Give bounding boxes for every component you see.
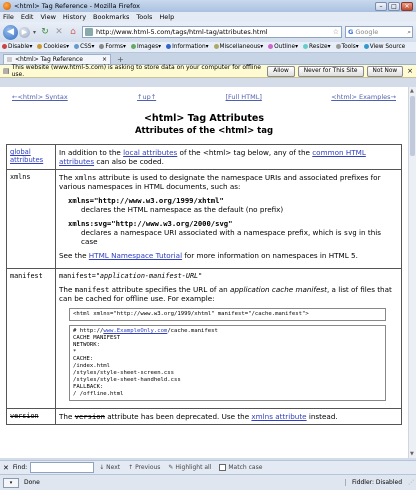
dev-images[interactable]: Images▾: [131, 44, 161, 50]
menu-help[interactable]: Help: [159, 13, 175, 21]
tools-icon: [336, 44, 341, 49]
fiddler-status[interactable]: Fiddler: Disabled: [345, 479, 402, 486]
code: /cache.manifest CACHE MANIFEST NETWORK: * CACHE: /index.html /styles/style-sheet-screen.css /styles/style-sheet-handheld.css FALLBACK: / /offline.html: [73, 328, 218, 398]
back-button[interactable]: ◀: [3, 25, 18, 40]
highlight-all-button[interactable]: ✎ Highlight all: [168, 464, 212, 471]
allow-button[interactable]: Allow: [267, 66, 294, 77]
search-icon[interactable]: ⌕: [407, 27, 411, 36]
manifest-syntax: [59, 272, 398, 280]
search-placeholder: Google: [355, 28, 379, 36]
find-bar: [0, 460, 416, 474]
reload-icon[interactable]: ↻: [41, 27, 49, 37]
css-icon: [74, 44, 79, 49]
next-link[interactable]: <html> Examples→: [331, 93, 396, 101]
match-case-label: Match case: [228, 464, 263, 471]
code-example-html: <html xmlns="http://www.w3.org/1999/xhtml" manifest="/cache.manifest">: [69, 308, 386, 321]
vertical-scrollbar[interactable]: [408, 87, 416, 458]
text: ": [198, 272, 203, 280]
highlight-all-label: Highlight all: [175, 464, 212, 471]
attr-desc-cell: [56, 409, 402, 425]
placeholder-text: application-manifest-URL: [99, 272, 199, 280]
history-dropdown-icon[interactable]: ▾: [33, 28, 37, 36]
prev-link[interactable]: ←<html> Syntax: [12, 93, 68, 101]
text: manifest=": [59, 272, 100, 280]
local-attributes-link[interactable]: local attributes: [123, 148, 178, 157]
title-bar: [0, 0, 416, 12]
checkbox-icon: [219, 464, 226, 471]
dev-view-source[interactable]: View Source: [364, 44, 406, 50]
text: instead.: [306, 412, 338, 422]
dev-miscellaneous[interactable]: Miscellaneous▾: [214, 44, 264, 50]
code: version: [74, 412, 105, 422]
attr-name-cell: xmlns: [7, 170, 56, 269]
menu-bar: [0, 12, 416, 22]
text: , a list of files that can be cached for offline use. For example:: [59, 285, 392, 304]
status-text: Done: [24, 479, 40, 486]
tab-label: <html> Tag Reference: [15, 56, 83, 63]
attr-desc-cell: [56, 269, 402, 409]
text: See the: [59, 251, 89, 260]
text: The: [59, 285, 75, 295]
dev-disable[interactable]: Disable▾: [2, 44, 32, 50]
text: in this case: [81, 228, 382, 246]
scroll-up-icon[interactable]: ▲: [410, 88, 414, 94]
view-source-icon: [364, 44, 369, 49]
table-row: [7, 145, 402, 170]
firefox-icon: [3, 2, 11, 10]
resize-grip-icon[interactable]: ⋰: [408, 478, 414, 486]
tab-favicon: [7, 57, 12, 62]
menu-bookmarks[interactable]: Bookmarks: [93, 13, 130, 21]
search-input[interactable]: [345, 26, 413, 38]
find-input[interactable]: [30, 462, 94, 473]
find-previous-button[interactable]: ↑ Previous: [128, 464, 161, 471]
not-now-button[interactable]: Not Now: [367, 66, 404, 77]
close-button[interactable]: ✕: [401, 2, 413, 11]
xmlns-description: [59, 173, 398, 191]
never-for-this-site-button[interactable]: Never for This Site: [298, 66, 364, 77]
table-row: [7, 170, 402, 269]
xmlns-default-example: xmlns="http://www.w3.org/1999/xhtml": [68, 196, 224, 205]
text: can also be coded.: [94, 157, 164, 166]
info-icon: ▤: [3, 67, 10, 75]
dev-resize[interactable]: Resize▾: [303, 44, 331, 50]
dev-css[interactable]: CSS▾: [74, 44, 94, 50]
up-link[interactable]: ↑up↑: [137, 93, 157, 101]
url-bar[interactable]: [82, 26, 342, 38]
example-only-link[interactable]: www.ExampleOnly.com: [103, 328, 168, 335]
information-icon: [166, 44, 171, 49]
miscellaneous-icon: [214, 44, 219, 49]
find-previous-label: Previous: [135, 464, 161, 471]
menu-tools[interactable]: Tools: [136, 13, 153, 21]
text: In addition to the: [59, 148, 124, 157]
find-close-icon[interactable]: ✕: [3, 463, 9, 472]
find-next-button[interactable]: ↓ Next: [99, 464, 121, 471]
attr-name-cell: version: [7, 409, 56, 425]
stop-icon[interactable]: ✕: [55, 27, 63, 37]
site-icon: [85, 28, 93, 36]
code: svg: [343, 228, 357, 237]
notification-message: This website (www.html-5.com) is asking to store data on your computer for offline use.: [11, 64, 261, 78]
attr-name-cell: [7, 145, 56, 170]
page-content: [0, 87, 408, 458]
status-mode-icon[interactable]: ▾: [3, 478, 19, 488]
xmlns-svg-desc: [81, 228, 398, 246]
code: # http://: [73, 328, 104, 335]
text: The: [59, 412, 75, 422]
full-html-link[interactable]: [Full HTML]: [225, 93, 262, 101]
emphasis: application cache manifest: [229, 285, 327, 295]
code: manifest: [74, 285, 110, 295]
table-row: [7, 409, 402, 425]
xmlns-attribute-link[interactable]: xmlns attribute: [251, 412, 307, 422]
forms-icon: [99, 44, 104, 49]
page-subtitle: Attributes of the <html> tag: [134, 126, 274, 136]
menu-file[interactable]: File: [3, 13, 14, 21]
status-bar: [0, 474, 416, 490]
text: for more information on namespaces in HTML 5.: [182, 251, 358, 260]
forward-button[interactable]: ▶: [19, 27, 30, 38]
text: The: [59, 173, 75, 182]
menu-view[interactable]: View: [40, 13, 56, 21]
tab-html-tag-reference[interactable]: [3, 54, 111, 64]
dev-information[interactable]: Information▾: [166, 44, 208, 50]
page-navigation: [0, 93, 408, 101]
text: attribute has been deprecated. Use the: [104, 412, 252, 422]
notification-close-icon[interactable]: ×: [407, 67, 413, 75]
window-title: <html> Tag Reference - Mozilla Firefox: [14, 2, 141, 10]
text: declares a namespace URI associated with a namespace prefix, which is: [81, 228, 344, 237]
common-html-attributes-link[interactable]: common HTML attributes: [59, 148, 366, 166]
url-text: http://www.html-5.com/tags/html-tag/attributes.html: [96, 28, 268, 36]
tab-close-icon[interactable]: ×: [101, 56, 107, 63]
maximize-button[interactable]: □: [388, 2, 400, 11]
text: attribute is used to designate the namespace URIs and associated prefixes for various namespaces in HTML documents, such as:: [59, 173, 381, 191]
google-icon: G: [348, 28, 354, 36]
cookies-icon: [37, 44, 42, 49]
xmlns-see-also: [59, 251, 398, 260]
code-example-manifest: [69, 325, 386, 401]
global-attributes-link[interactable]: global attributes: [10, 148, 44, 164]
attr-name-cell: manifest: [7, 269, 56, 409]
namespace-tutorial-link[interactable]: HTML Namespace Tutorial: [88, 251, 183, 260]
web-developer-toolbar: [0, 42, 416, 53]
manifest-description: [59, 285, 398, 303]
find-label: Find:: [12, 464, 28, 471]
find-next-label: Next: [106, 464, 121, 471]
xmlns-default-desc: declares the HTML namespace as the default (no prefix): [81, 205, 284, 214]
text: attribute specifies the URL of an: [109, 285, 230, 295]
menu-edit[interactable]: Edit: [20, 13, 34, 21]
xmlns-svg-example: xmlns:svg="http://www.w3.org/2000/svg": [68, 219, 233, 228]
minimize-button[interactable]: –: [375, 2, 387, 11]
dev-outline[interactable]: Outline▾: [268, 44, 298, 50]
offline-storage-notification: [0, 65, 416, 78]
home-icon[interactable]: ⌂: [70, 27, 76, 37]
menu-history[interactable]: History: [62, 13, 87, 21]
resize-icon: [303, 44, 308, 49]
attr-desc-cell: [56, 145, 402, 170]
scroll-down-icon[interactable]: ▼: [410, 451, 414, 457]
images-icon: [131, 44, 136, 49]
scrollbar-thumb[interactable]: [410, 96, 415, 156]
dev-cookies[interactable]: Cookies▾: [37, 44, 69, 50]
table-row: [7, 269, 402, 409]
disable-icon: [2, 44, 7, 49]
text: of the <html> tag below, any of the: [177, 148, 313, 157]
bookmark-star-icon[interactable]: ☆: [332, 28, 339, 36]
dev-tools[interactable]: Tools▾: [336, 44, 359, 50]
match-case-checkbox[interactable]: [219, 464, 262, 471]
outline-icon: [268, 44, 273, 49]
attr-desc-cell: [56, 170, 402, 269]
new-tab-icon[interactable]: +: [117, 55, 124, 64]
page-title: <html> Tag Attributes: [143, 113, 265, 124]
attributes-table: [6, 144, 402, 425]
navigation-toolbar: [0, 22, 416, 42]
code: xmlns: [74, 173, 97, 182]
dev-forms[interactable]: Forms▾: [99, 44, 126, 50]
